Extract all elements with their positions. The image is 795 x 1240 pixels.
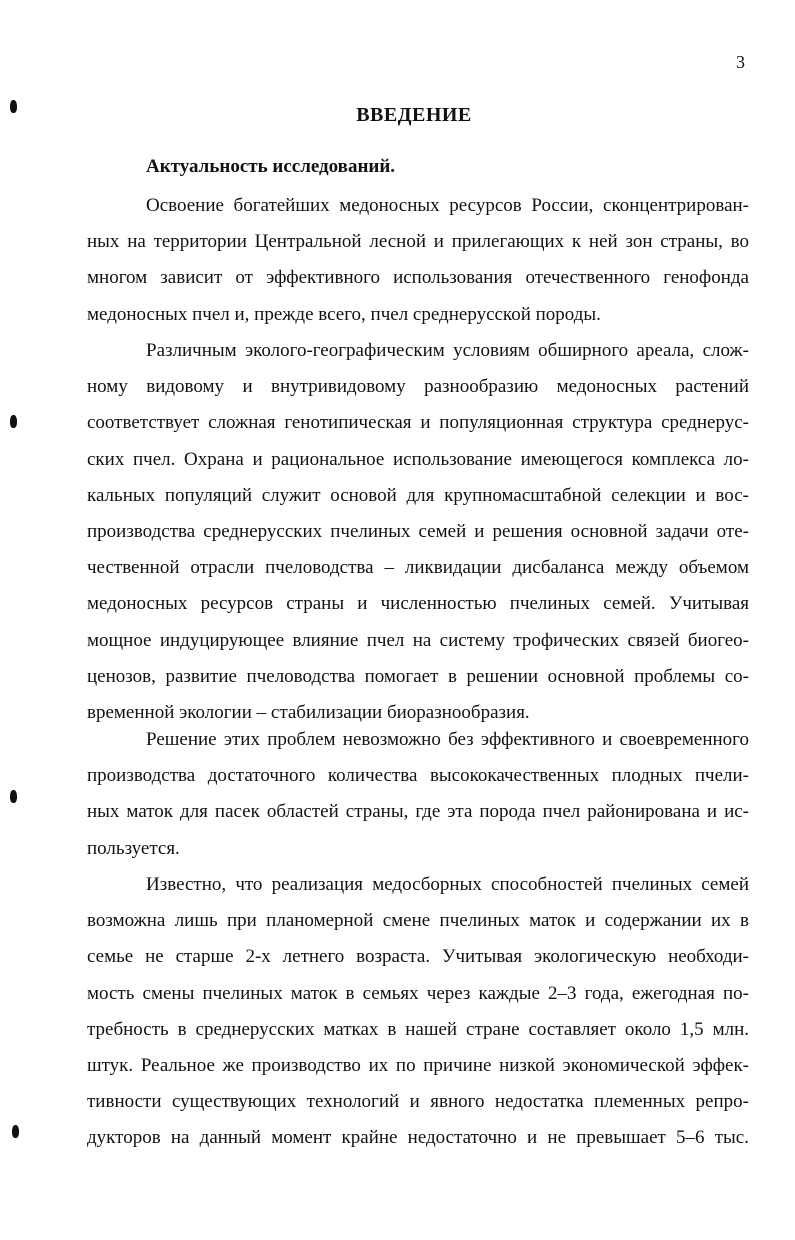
text-line: пользуется.: [87, 837, 180, 859]
text-line: Решение этих проблем невозможно без эффективного и своевременного: [146, 729, 749, 750]
text-line: штук. Реальное же производство их по причине низкой экономической эффек-: [87, 1055, 749, 1077]
text-line: производства достаточного количества высококачественных плодных пчели-: [87, 765, 749, 787]
text-line: Освоение богатейших медоносных ресурсов России, сконцентрирован-: [146, 195, 749, 216]
page-number: 3: [736, 52, 745, 72]
text-line: мощное индуцирующее влияние пчел на систему трофических связей биогео-: [87, 629, 749, 651]
text-line: семье не старше 2-х летнего возраста. Учитывая экологическую необходи-: [87, 946, 749, 968]
text-line: производства среднерусских пчелиных семей и решения основной задачи оте-: [87, 521, 749, 543]
section-title: ВВЕДЕНИЕ: [356, 104, 472, 126]
paragraph-1: [87, 188, 749, 333]
text-line: многом зависит от эффективного использования отечественного генофонда: [87, 267, 749, 289]
binding-hole-mark: [10, 100, 17, 113]
text-line: возможна лишь при планомерной смене пчелиных маток и содержании их в: [87, 910, 749, 932]
binding-hole-mark: [12, 1125, 19, 1138]
text-line: требность в среднерусских матках в нашей стране составляет около 1,5 млн.: [87, 1018, 749, 1040]
text-line: Известно, что реализация медосборных способностей пчелиных семей: [146, 874, 749, 895]
text-line: ных на территории Центральной лесной и прилегающих к ней зон страны, во: [87, 231, 749, 253]
text-line: чественной отрасли пчеловодства – ликвидации дисбаланса между объемом: [87, 557, 749, 579]
text-line: медоносных ресурсов страны и численностью пчелиных семей. Учитывая: [87, 593, 749, 615]
binding-hole-mark: [10, 415, 17, 428]
paragraph-3: [87, 722, 749, 867]
text-line: ных маток для пасек областей страны, где эта порода пчел районирована и ис-: [87, 801, 749, 823]
text-line: Различным эколого-географическим условиям обширного ареала, слож-: [146, 340, 749, 361]
text-line: ских пчел. Охрана и рациональное использование имеющегося комплекса ло-: [87, 448, 749, 470]
paragraph-4: [87, 867, 749, 1157]
subheading: Актуальность исследований.: [146, 156, 396, 177]
text-line: медоносных пчел и, прежде всего, пчел среднерусской породы.: [87, 303, 601, 325]
text-line: временной экологии – стабилизации биоразнообразия.: [87, 702, 530, 724]
text-line: ному видовому и внутривидовому разнообразию медоносных растений: [87, 376, 749, 398]
text-line: ценозов, развитие пчеловодства помогает в решении основной проблемы со-: [87, 665, 749, 687]
paragraph-2: [87, 333, 749, 731]
text-line: соответствует сложная генотипическая и популяционная структура среднерус-: [87, 412, 749, 434]
text-line: кальных популяций служит основой для крупномасштабной селекции и вос-: [87, 484, 749, 506]
binding-hole-mark: [10, 790, 17, 803]
text-line: тивности существующих технологий и явного недостатка племенных репро-: [87, 1091, 749, 1113]
text-line: мость смены пчелиных маток в семьях через каждые 2–3 года, ежегодная по-: [87, 982, 749, 1004]
text-line: дукторов на данный момент крайне недостаточно и не превышает 5–6 тыс.: [87, 1127, 749, 1149]
